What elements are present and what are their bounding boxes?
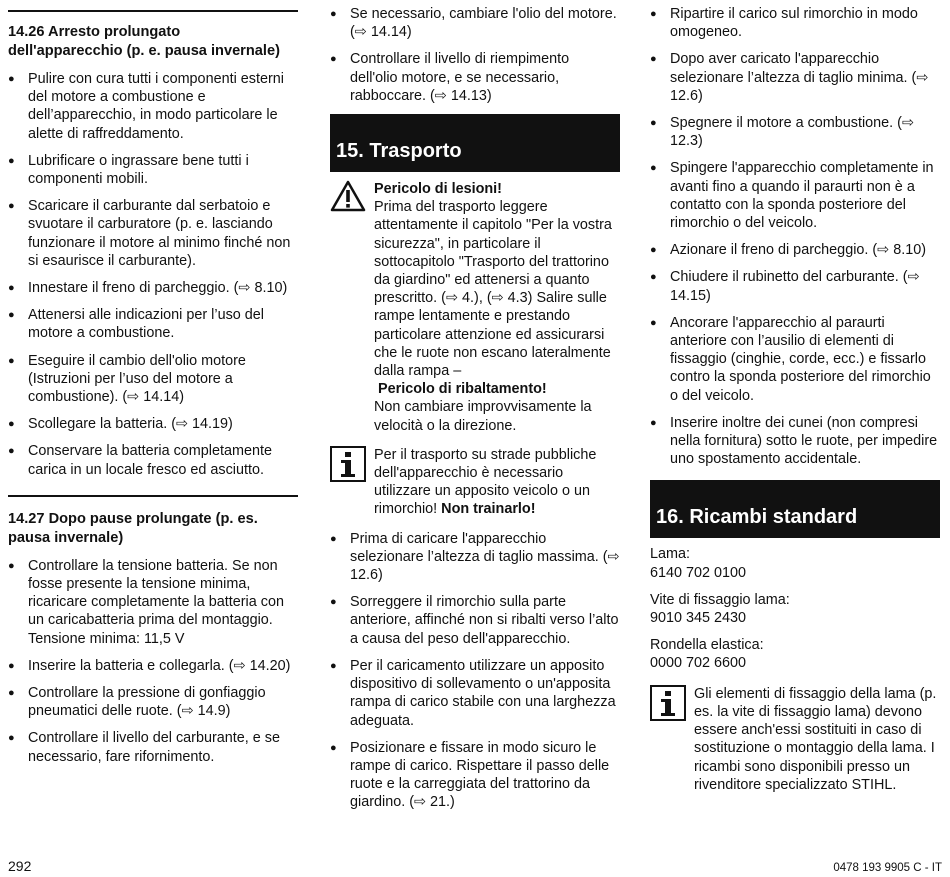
info-text: Per il trasporto su strade pubbliche dell'apparecchio è necessario utilizzare un apposito veicolo o un rimorchio! [374,446,597,518]
list-item: ● Conservare la batteria completamente carica in un locale fresco ed asciutto. [8,442,298,478]
section-15-title: 15. Trasporto [336,140,462,163]
col2-top-list [330,5,620,105]
section-1427-list [8,557,298,766]
list-item: ● Attenersi alle indicazioni per l’uso del motore a combustione. [8,306,298,342]
section-1426-list [8,70,298,479]
part-label: Rondella elastica: [650,637,764,654]
part-number: 0000 702 6600 [650,655,747,672]
list-item: ● Innestare il freno di parcheggio. (⇨ 8.10) [8,279,298,297]
document-code: 0478 193 9905 C - IT [833,862,942,874]
list-item: ● Spegnere il motore a combustione. (⇨ 12.3) [650,114,940,150]
part-number: 9010 345 2430 [650,610,747,627]
list-item: ● Inserire la batteria e collegarla. (⇨ 14.20) [8,657,298,675]
list-item: ● Posizionare e fissare in modo sicuro le rampe di carico. Rispettare il passo delle ruote e la carreggiata del trattorino da giardino. (⇨ 21.) [330,739,620,812]
warning-triangle-icon [330,180,366,212]
list-item: ● Spingere l'apparecchio completamente in avanti fino a quando il paraurti non è a contatto con la sponda posteriore del rimorchio o del veicolo. [650,159,940,232]
list-item: ● Controllare il livello di riempimento dell'olio motore, e se necessario, rabboccare. (⇨ 14.13) [330,50,620,105]
section-1426-title: 14.26 Arresto prolungato dell'apparecchio (p. e. pausa invernale) [8,24,280,59]
min-voltage: Tensione minima: 11,5 V [28,630,185,647]
list-item: ● Azionare il freno di parcheggio. (⇨ 8.10) [650,241,940,259]
list-item: ● Ancorare l'apparecchio al paraurti anteriore con l’ausilio di elementi di fissaggio (cinghie, corde, ecc.) e fissarlo contro la sponda posteriore del rimorchio o del veicolo. [650,314,940,405]
section-16-title: 16. Ricambi standard [656,506,858,529]
col3-list [650,5,940,468]
list-item: ● Controllare la pressione di gonfiaggio pneumatici delle ruote. (⇨ 14.9) [8,684,298,720]
list-item: ● Chiudere il rubinetto del carburante. (⇨ 14.15) [650,268,940,304]
info-block [650,685,940,794]
list-item: ● Eseguire il cambio dell'olio motore (Istruzioni per l’uso del motore a combustione). (⇨ 14.14) [8,352,298,407]
list-item: ● Dopo aver caricato l'apparecchio selezionare l’altezza di taglio minima. (⇨ 12.6) [650,50,940,105]
list-item: ● Controllare il livello del carburante, e se necessario, fare rifornimento. [8,729,298,765]
info-block [330,446,620,519]
info-icon [650,685,686,721]
list-item: ● Scollegare la batteria. (⇨ 14.19) [8,415,298,433]
section-15-heading [330,114,620,172]
list-item: ● Per il caricamento utilizzare un apposito dispositivo di sollevamento o un'apposita rampa di carico stabile con una larghezza adeguata. [330,657,620,730]
column-2 [330,0,620,821]
warning-text: Prima del trasporto leggere attentamente il capitolo "Per la vostra sicurezza", in particolare il sottocapitolo "Trasporto del trattorino da giardino" ed attenersi a quanto prescritto. (⇨ 4.), (⇨ 4.3) Salire sulle rampe lentamente e prestando particolare attenzione ed assicurarsi che le ruote non escano lateralmente dalla rampa – [374,199,612,380]
page-number: 292 [8,858,32,874]
info-text: Gli elementi di fissaggio della lama (p. es. la vite di fissaggio lama) devono essere anch'essi sostituiti in caso di sostituzione o montaggio della lama. I ricambi sono disponibili presso un rivenditore specializzato STIHL. [694,685,937,793]
info-icon [330,446,366,482]
battery-instruction: Controllare la tensione batteria. Se non fosse presente la tensione minima, ricaricare completamente la batteria con un caricabatteria prima del montaggio. [28,557,284,629]
parts-list [650,545,940,672]
part-label: Lama: [650,546,690,563]
list-item: ● Prima di caricare l'apparecchio selezionare l’altezza di taglio massima. (⇨ 12.6) [330,530,620,585]
list-item: ● Pulire con cura tutti i componenti esterni del motore a combustione e dell’apparecchio, in modo particolare le alette di raffreddamento. [8,70,298,143]
section-divider [8,495,298,497]
list-item: ● Sorreggere il rimorchio sulla parte anteriore, affinché non si ribalti verso l’alto a causa del peso dell'apparecchio. [330,593,620,648]
list-item: ● Se necessario, cambiare l'olio del motore. (⇨ 14.14) [330,5,620,41]
list-item: ● Inserire inoltre dei cunei (non compresi nella fornitura) sotto le ruote, per impedire uno spostamento accidentale. [650,414,940,469]
section-16-heading [650,480,940,538]
list-item: ● Scaricare il carburante dal serbatoio e svuotare il carburatore (p. e. lasciando funzionare il motore al minimo finché non si esaurisce il carburante). [8,197,298,270]
list-item: ● Lubrificare o ingrassare bene tutti i componenti mobili. [8,152,298,188]
info-bold-text: Non trainarlo! [441,501,536,518]
section-15-list [330,530,620,812]
warning-text-2: Non cambiare improvvisamente la velocità o la direzione. [374,399,592,434]
column-3 [650,0,940,794]
section-divider [8,10,298,12]
warning-bold-text: Pericolo di ribaltamento! [378,381,547,398]
warning-block [330,180,620,435]
warning-title: Pericolo di lesioni! [374,181,502,198]
list-item: ● Ripartire il carico sul rimorchio in modo omogeneo. [650,5,940,41]
column-1 [8,0,298,775]
part-number: 6140 702 0100 [650,564,747,581]
part-label: Vite di fissaggio lama: [650,591,790,608]
section-1427-title: 14.27 Dopo pause prolungate (p. es. pausa invernale) [8,510,258,546]
list-item [8,557,298,648]
